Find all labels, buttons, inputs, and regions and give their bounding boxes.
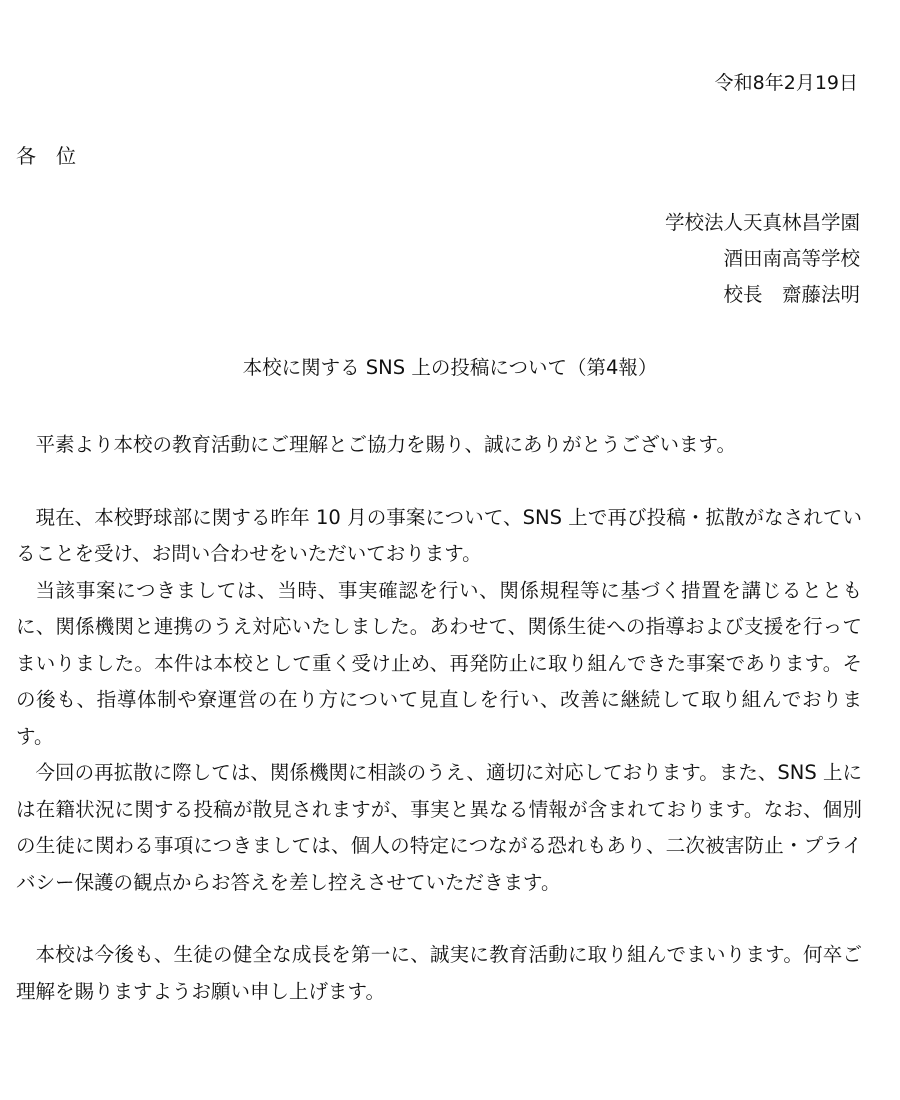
paragraph-opening: 平素より本校の教育活動にご理解とご協力を賜り、誠にありがとうございます。 [35, 433, 736, 456]
document-body [16, 427, 862, 1010]
sender-block [665, 205, 860, 313]
document-date: 令和8年2月19日 [714, 72, 858, 94]
paragraph-response: 当該事案につきましては、当時、事実確認を行い、関係規程等に基づく措置を講じるとともに、関係機関と連携のうえ対応いたしました。あわせて、関係生徒への指導および支援を行ってまいりました。本件は本校として重く受け止め、再発防止に取り組んできた事案であります。その後も、指導体制や寮運営の在り方について見直しを行い、改善に継続して取り組んでおります。 [16, 578, 862, 748]
sender-school: 酒田南高等学校 [723, 247, 860, 270]
paragraph-situation: 現在、本校野球部に関する昨年 10 月の事案について、SNS 上で再び投稿・拡散がなされていることを受け、お問い合わせをいただいております。 [16, 505, 862, 565]
document-title: 本校に関する SNS 上の投稿について（第4報） [242, 356, 658, 379]
paragraph-spacer [16, 464, 862, 500]
greeting: 各 位 [16, 144, 76, 168]
sender-organization: 学校法人天真林昌学園 [664, 211, 860, 234]
sender-principal: 校長 齋藤法明 [723, 283, 860, 306]
paragraph-spacer [16, 901, 862, 937]
paragraph-rediffusion: 今回の再拡散に際しては、関係機関に相談のうえ、適切に対応しております。また、SNS 上には在籍状況に関する投稿が散見されますが、事実と異なる情報が含まれております。なお、個別の生徒に関わる事項につきましては、個人の特定につながる恐れもあり、二次被害防止・プライバシー保護の観点からお答えを差し控えさせていただきます。 [16, 761, 862, 894]
paragraph-closing: 本校は今後も、生徒の健全な成長を第一に、誠実に教育活動に取り組んでまいります。何卒ご理解を賜りますようお願い申し上げます。 [16, 943, 862, 1003]
